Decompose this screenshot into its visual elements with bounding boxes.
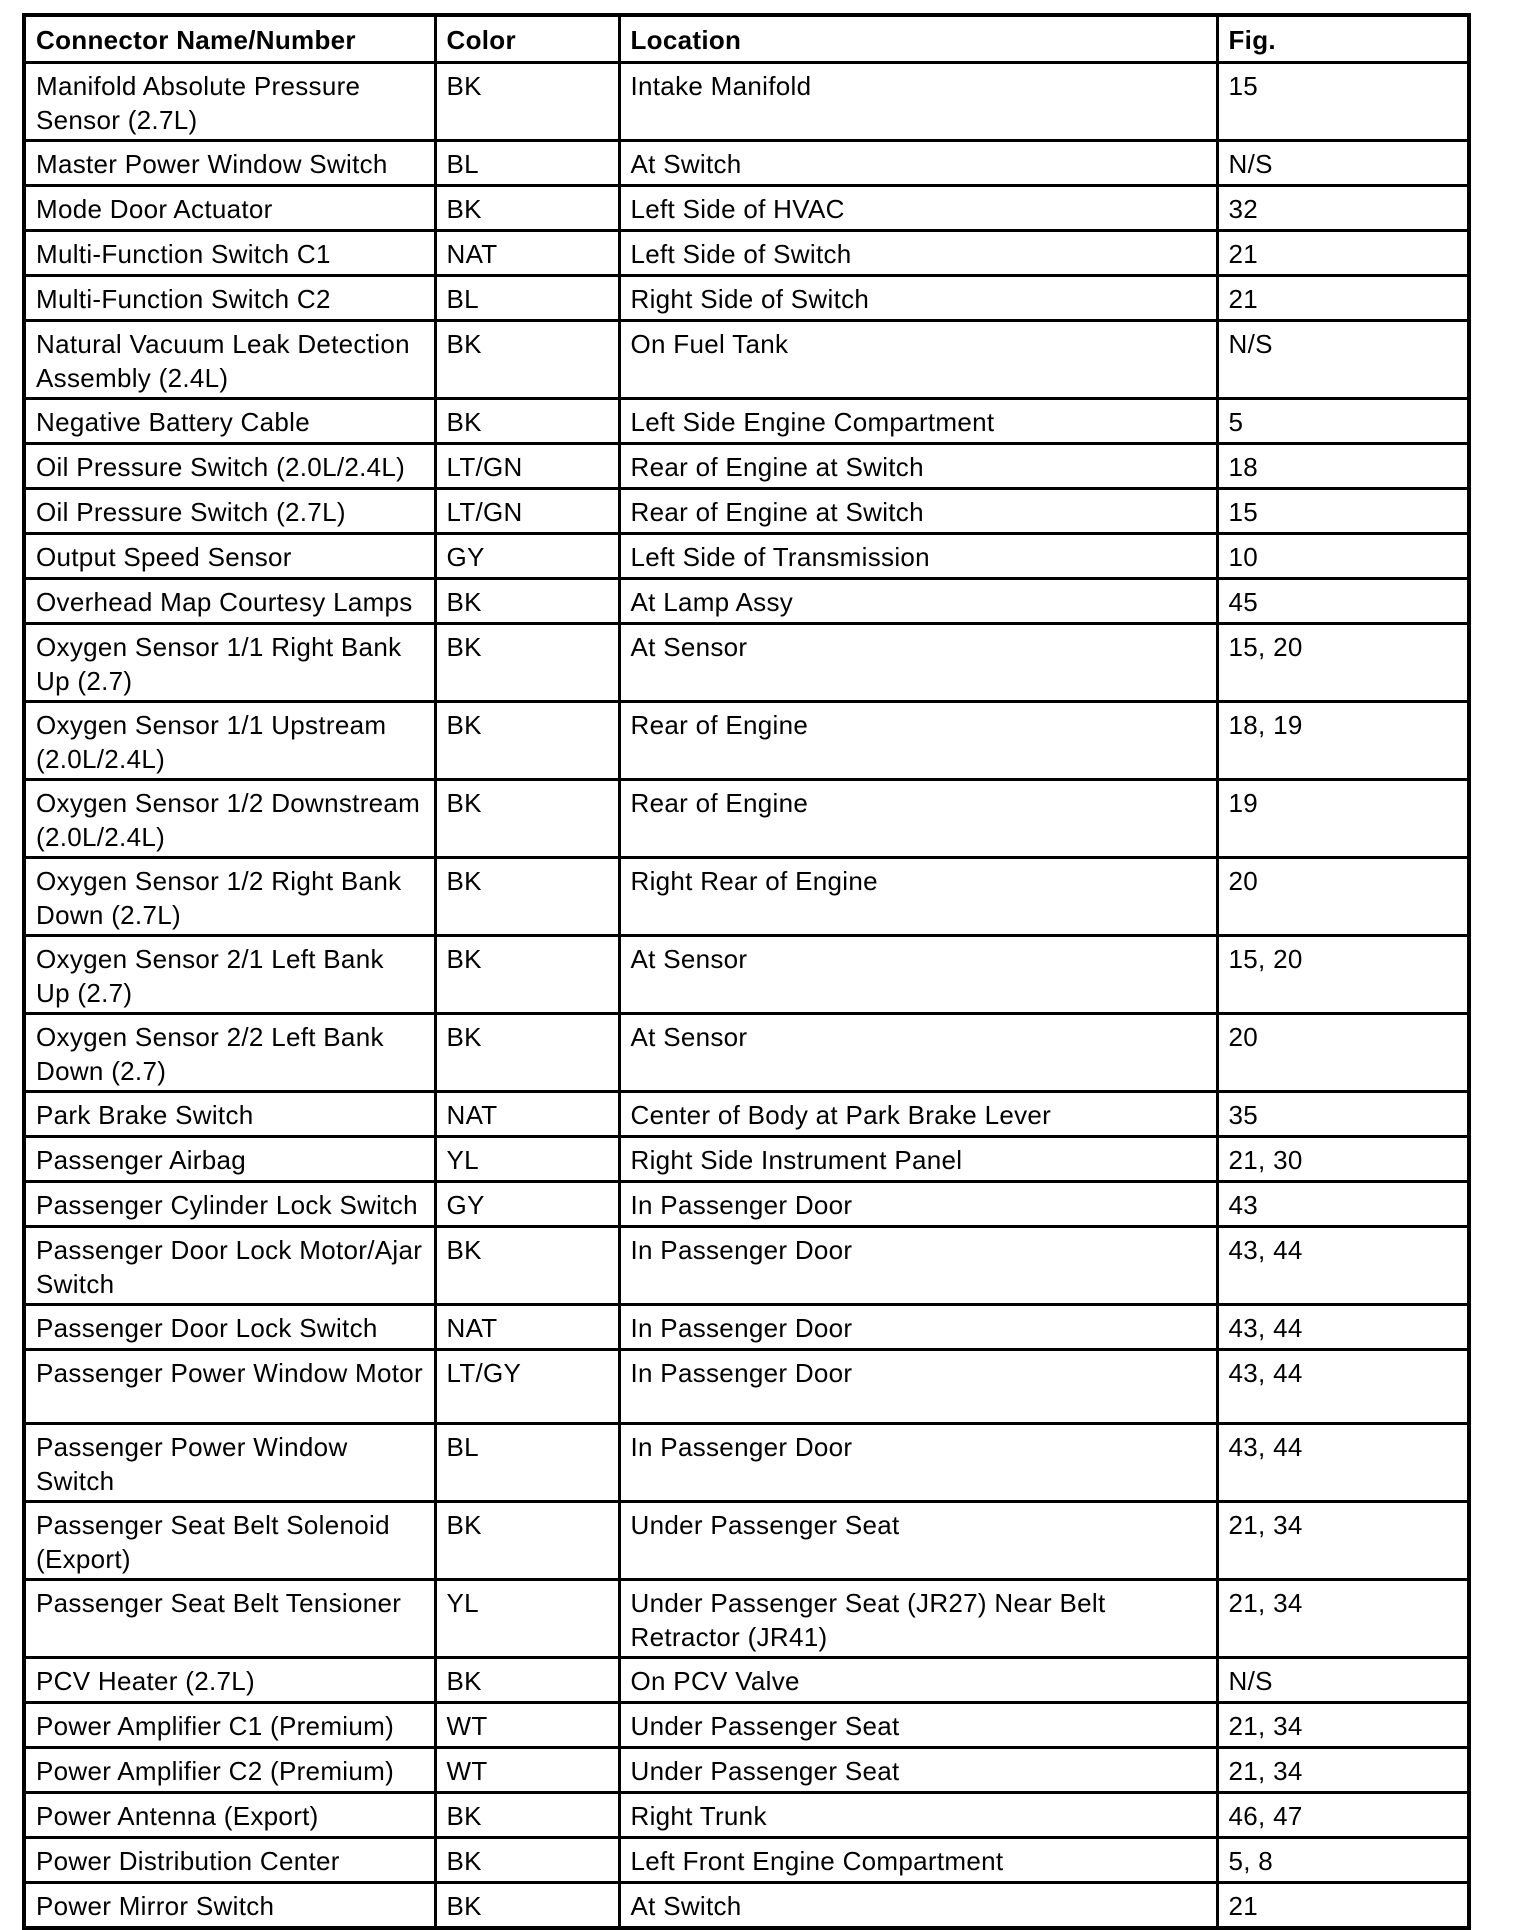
cell-fig: 43, 44: [1217, 1305, 1469, 1350]
table-row: [24, 1658, 1469, 1703]
cell-connector-name: PCV Heater (2.7L): [24, 1658, 435, 1703]
table-row: [24, 780, 1469, 858]
table-row: [24, 1793, 1469, 1838]
table-row: [24, 1703, 1469, 1748]
cell-connector-name: Power Amplifier C1 (Premium): [24, 1703, 435, 1748]
cell-connector-name: Oxygen Sensor 2/1 Left Bank Up (2.7): [24, 936, 435, 1014]
cell-location: At Sensor: [619, 1014, 1217, 1092]
table-row: [24, 1227, 1469, 1305]
cell-color: GY: [435, 534, 619, 579]
cell-location: In Passenger Door: [619, 1182, 1217, 1227]
cell-color: BK: [435, 1227, 619, 1305]
cell-location: In Passenger Door: [619, 1350, 1217, 1424]
cell-connector-name: Oxygen Sensor 1/2 Downstream (2.0L/2.4L): [24, 780, 435, 858]
cell-connector-name: Oxygen Sensor 2/2 Left Bank Down (2.7): [24, 1014, 435, 1092]
header-fig: Fig.: [1217, 15, 1469, 63]
cell-location: Under Passenger Seat: [619, 1703, 1217, 1748]
cell-fig: 21, 30: [1217, 1137, 1469, 1182]
table-row: [24, 399, 1469, 444]
table-row: [24, 231, 1469, 276]
cell-location: Rear of Engine at Switch: [619, 444, 1217, 489]
table-row: [24, 444, 1469, 489]
cell-location: In Passenger Door: [619, 1227, 1217, 1305]
cell-fig: 10: [1217, 534, 1469, 579]
cell-connector-name: Oxygen Sensor 1/2 Right Bank Down (2.7L): [24, 858, 435, 936]
cell-location: Under Passenger Seat: [619, 1502, 1217, 1580]
cell-location: Left Side of Transmission: [619, 534, 1217, 579]
cell-color: BL: [435, 1424, 619, 1502]
cell-color: BK: [435, 936, 619, 1014]
cell-connector-name: Passenger Seat Belt Tensioner: [24, 1580, 435, 1658]
cell-location: Right Trunk: [619, 1793, 1217, 1838]
cell-location: Under Passenger Seat: [619, 1748, 1217, 1793]
cell-color: WT: [435, 1703, 619, 1748]
cell-location: Center of Body at Park Brake Lever: [619, 1092, 1217, 1137]
table-row: [24, 1137, 1469, 1182]
table-row: [24, 534, 1469, 579]
cell-connector-name: Passenger Power Window Switch: [24, 1424, 435, 1502]
cell-connector-name: Passenger Door Lock Switch: [24, 1305, 435, 1350]
header-connector-name: Connector Name/Number: [24, 15, 435, 63]
cell-connector-name: Passenger Airbag: [24, 1137, 435, 1182]
table-row: [24, 936, 1469, 1014]
table-row: [24, 489, 1469, 534]
cell-fig: 18: [1217, 444, 1469, 489]
cell-fig: 5: [1217, 399, 1469, 444]
cell-fig: 15, 20: [1217, 936, 1469, 1014]
cell-color: BK: [435, 780, 619, 858]
cell-color: BK: [435, 1658, 619, 1703]
table-row: [24, 1502, 1469, 1580]
cell-connector-name: Oil Pressure Switch (2.0L/2.4L): [24, 444, 435, 489]
cell-location: At Sensor: [619, 936, 1217, 1014]
cell-fig: 43, 44: [1217, 1227, 1469, 1305]
cell-color: BK: [435, 63, 619, 141]
table-row: [24, 1424, 1469, 1502]
table-row: [24, 276, 1469, 321]
cell-fig: N/S: [1217, 1658, 1469, 1703]
cell-fig: 43, 44: [1217, 1424, 1469, 1502]
cell-fig: 15: [1217, 489, 1469, 534]
cell-connector-name: Multi-Function Switch C1: [24, 231, 435, 276]
cell-color: NAT: [435, 1305, 619, 1350]
cell-location: At Switch: [619, 1883, 1217, 1929]
cell-location: Rear of Engine at Switch: [619, 489, 1217, 534]
cell-fig: 21: [1217, 276, 1469, 321]
cell-color: YL: [435, 1580, 619, 1658]
cell-fig: 18, 19: [1217, 702, 1469, 780]
cell-connector-name: Natural Vacuum Leak Detection Assembly (2.4L): [24, 321, 435, 399]
table-row: [24, 321, 1469, 399]
cell-fig: 5, 8: [1217, 1838, 1469, 1883]
table-row: [24, 579, 1469, 624]
cell-connector-name: Power Mirror Switch: [24, 1883, 435, 1929]
cell-fig: 21, 34: [1217, 1703, 1469, 1748]
cell-color: BK: [435, 624, 619, 702]
cell-fig: 21, 34: [1217, 1748, 1469, 1793]
table-body: [24, 63, 1469, 1929]
table-row: [24, 141, 1469, 186]
cell-color: BK: [435, 1793, 619, 1838]
cell-fig: 19: [1217, 780, 1469, 858]
cell-color: BK: [435, 702, 619, 780]
cell-color: NAT: [435, 231, 619, 276]
cell-color: BK: [435, 1883, 619, 1929]
cell-color: BL: [435, 141, 619, 186]
cell-connector-name: Passenger Door Lock Motor/Ajar Switch: [24, 1227, 435, 1305]
cell-fig: N/S: [1217, 321, 1469, 399]
cell-fig: 21: [1217, 1883, 1469, 1929]
connector-table: [22, 13, 1471, 1930]
cell-fig: 45: [1217, 579, 1469, 624]
table-row: [24, 1014, 1469, 1092]
cell-fig: N/S: [1217, 141, 1469, 186]
cell-connector-name: Passenger Power Window Motor: [24, 1350, 435, 1424]
cell-location: At Sensor: [619, 624, 1217, 702]
table-row: [24, 858, 1469, 936]
table-row: [24, 1350, 1469, 1424]
cell-connector-name: Power Amplifier C2 (Premium): [24, 1748, 435, 1793]
cell-fig: 21, 34: [1217, 1502, 1469, 1580]
cell-color: BL: [435, 276, 619, 321]
table-row: [24, 1883, 1469, 1929]
cell-color: BK: [435, 321, 619, 399]
cell-connector-name: Manifold Absolute Pressure Sensor (2.7L): [24, 63, 435, 141]
cell-location: In Passenger Door: [619, 1305, 1217, 1350]
cell-location: Left Side of Switch: [619, 231, 1217, 276]
cell-color: BK: [435, 399, 619, 444]
cell-color: BK: [435, 1014, 619, 1092]
table-row: [24, 63, 1469, 141]
cell-location: At Lamp Assy: [619, 579, 1217, 624]
cell-location: On PCV Valve: [619, 1658, 1217, 1703]
cell-connector-name: Passenger Cylinder Lock Switch: [24, 1182, 435, 1227]
cell-fig: 20: [1217, 858, 1469, 936]
cell-location: Left Side of HVAC: [619, 186, 1217, 231]
cell-color: YL: [435, 1137, 619, 1182]
header-location: Location: [619, 15, 1217, 63]
table-row: [24, 1182, 1469, 1227]
cell-location: Left Front Engine Compartment: [619, 1838, 1217, 1883]
table-row: [24, 186, 1469, 231]
cell-location: Under Passenger Seat (JR27) Near Belt Retractor (JR41): [619, 1580, 1217, 1658]
table-row: [24, 702, 1469, 780]
cell-fig: 21, 34: [1217, 1580, 1469, 1658]
cell-fig: 32: [1217, 186, 1469, 231]
table-row: [24, 624, 1469, 702]
cell-color: BK: [435, 858, 619, 936]
cell-location: On Fuel Tank: [619, 321, 1217, 399]
cell-connector-name: Multi-Function Switch C2: [24, 276, 435, 321]
cell-color: LT/GN: [435, 489, 619, 534]
cell-connector-name: Negative Battery Cable: [24, 399, 435, 444]
table-row: [24, 1580, 1469, 1658]
header-color: Color: [435, 15, 619, 63]
table-row: [24, 1748, 1469, 1793]
cell-color: BK: [435, 1838, 619, 1883]
cell-location: Rear of Engine: [619, 780, 1217, 858]
cell-fig: 15, 20: [1217, 624, 1469, 702]
cell-connector-name: Mode Door Actuator: [24, 186, 435, 231]
cell-fig: 20: [1217, 1014, 1469, 1092]
header-row: [24, 15, 1469, 63]
cell-color: BK: [435, 186, 619, 231]
cell-connector-name: Master Power Window Switch: [24, 141, 435, 186]
cell-location: Right Rear of Engine: [619, 858, 1217, 936]
cell-color: GY: [435, 1182, 619, 1227]
cell-location: Rear of Engine: [619, 702, 1217, 780]
cell-location: At Switch: [619, 141, 1217, 186]
cell-fig: 21: [1217, 231, 1469, 276]
cell-color: LT/GY: [435, 1350, 619, 1424]
cell-color: WT: [435, 1748, 619, 1793]
cell-connector-name: Power Distribution Center: [24, 1838, 435, 1883]
cell-color: LT/GN: [435, 444, 619, 489]
cell-location: Left Side Engine Compartment: [619, 399, 1217, 444]
cell-connector-name: Passenger Seat Belt Solenoid (Export): [24, 1502, 435, 1580]
cell-connector-name: Power Antenna (Export): [24, 1793, 435, 1838]
cell-connector-name: Oxygen Sensor 1/1 Right Bank Up (2.7): [24, 624, 435, 702]
cell-fig: 43: [1217, 1182, 1469, 1227]
cell-color: BK: [435, 1502, 619, 1580]
cell-fig: 35: [1217, 1092, 1469, 1137]
cell-color: BK: [435, 579, 619, 624]
table-row: [24, 1092, 1469, 1137]
cell-fig: 43, 44: [1217, 1350, 1469, 1424]
cell-fig: 15: [1217, 63, 1469, 141]
cell-location: Intake Manifold: [619, 63, 1217, 141]
cell-fig: 46, 47: [1217, 1793, 1469, 1838]
cell-connector-name: Oil Pressure Switch (2.7L): [24, 489, 435, 534]
cell-connector-name: Park Brake Switch: [24, 1092, 435, 1137]
table-row: [24, 1305, 1469, 1350]
table-row: [24, 1838, 1469, 1883]
cell-connector-name: Oxygen Sensor 1/1 Upstream (2.0L/2.4L): [24, 702, 435, 780]
cell-connector-name: Overhead Map Courtesy Lamps: [24, 579, 435, 624]
cell-connector-name: Output Speed Sensor: [24, 534, 435, 579]
cell-location: In Passenger Door: [619, 1424, 1217, 1502]
cell-color: NAT: [435, 1092, 619, 1137]
cell-location: Right Side Instrument Panel: [619, 1137, 1217, 1182]
cell-location: Right Side of Switch: [619, 276, 1217, 321]
